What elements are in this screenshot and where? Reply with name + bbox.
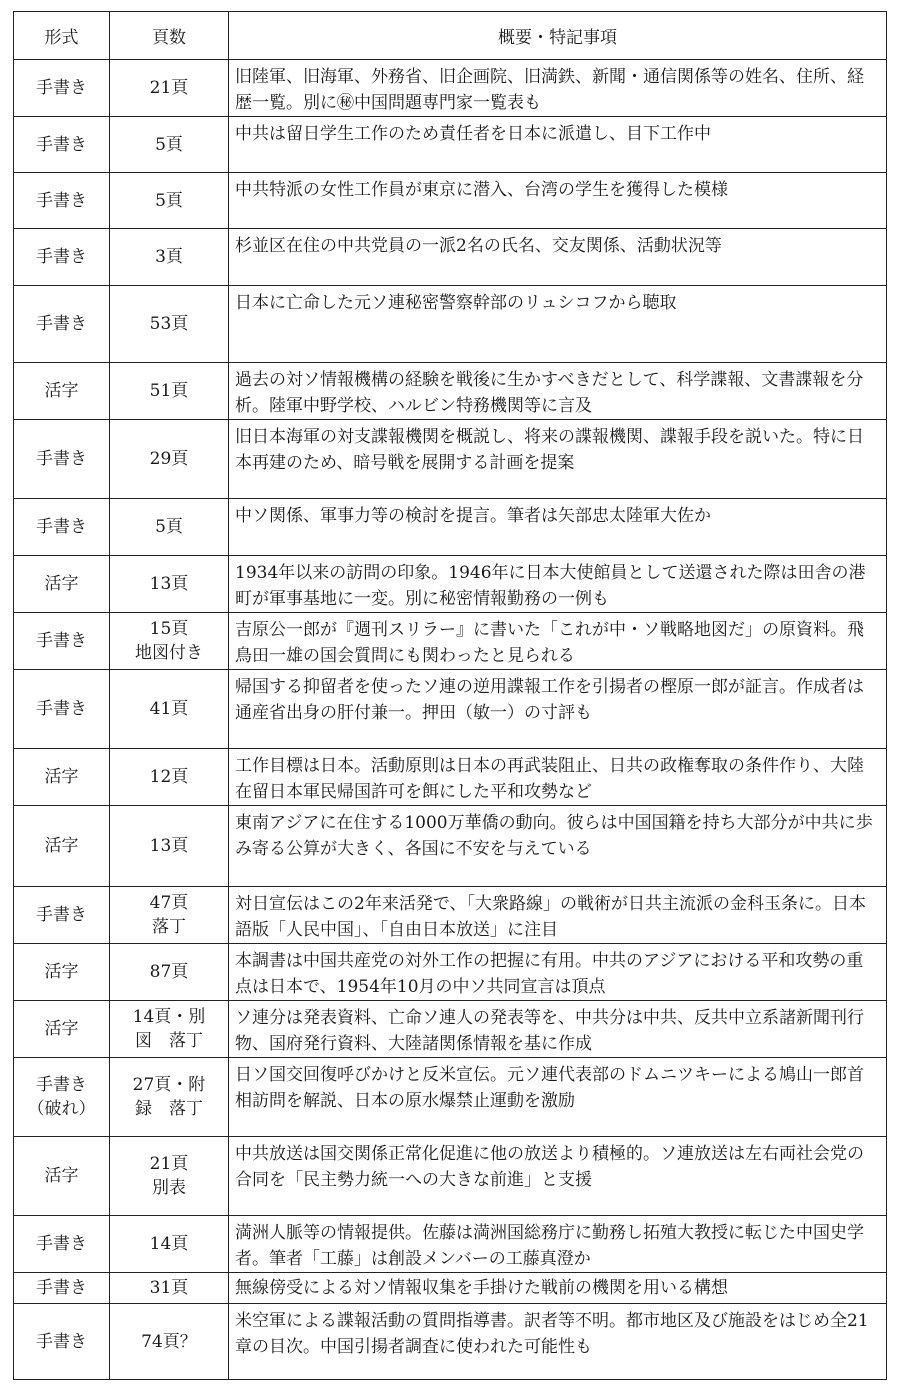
summary-cell: 無線傍受による対ソ情報収集を手掛けた戦前の機関を用いる構想 <box>229 1273 887 1304</box>
summary-cell: 中共は留日学生工作のため責任者を日本に派遣し、目下工作中 <box>229 117 887 173</box>
pages-cell: 5頁 <box>110 499 229 556</box>
pages-cell: 13頁 <box>110 806 229 887</box>
format-cell: 手書き <box>14 1273 110 1304</box>
format-cell: 手書き <box>14 1216 110 1273</box>
summary-cell: 中ソ関係、軍事力等の検討を提言。筆者は矢部忠太陸軍大佐か <box>229 499 887 556</box>
pages-cell: 14頁 <box>110 1216 229 1273</box>
table-row <box>14 556 887 613</box>
pages-cell: 3頁 <box>110 229 229 286</box>
table-row <box>14 1304 887 1380</box>
pages-cell: 41頁 <box>110 670 229 749</box>
format-cell: 活字 <box>14 944 110 1001</box>
table-row <box>14 887 887 944</box>
pages-cell: 21頁 <box>110 60 229 117</box>
pages-cell: 13頁 <box>110 556 229 613</box>
format-cell: 手書き <box>14 117 110 173</box>
format-cell: 手書き （破れ） <box>14 1058 110 1137</box>
format-cell: 手書き <box>14 173 110 229</box>
summary-cell: 杉並区在住の中共党員の一派2名の氏名、交友関係、活動状況等 <box>229 229 887 286</box>
header-row <box>14 12 887 60</box>
format-cell: 手書き <box>14 887 110 944</box>
header-format: 形式 <box>14 12 110 60</box>
summary-cell: 旧陸軍、旧海軍、外務省、旧企画院、旧満鉄、新聞・通信関係等の姓名、住所、経歴一覧。別に㊙中国問題専門家一覧表も <box>229 60 887 117</box>
summary-cell: ソ連分は発表資料、亡命ソ連人の発表等を、中共分は中共、反共中立系諸新聞刊行物、国府発行資料、大陸諸関係情報を基に作成 <box>229 1001 887 1058</box>
header-summary: 概要・特記事項 <box>229 12 887 60</box>
format-cell: 活字 <box>14 363 110 420</box>
format-cell: 手書き <box>14 670 110 749</box>
summary-cell: 米空軍による諜報活動の質問指導書。訳者等不明。都市地区及び施設をはじめ全21章の目次。中国引揚者調査に使われた可能性も <box>229 1304 887 1380</box>
summary-cell: 中共特派の女性工作員が東京に潜入、台湾の学生を獲得した模様 <box>229 173 887 229</box>
format-cell: 手書き <box>14 286 110 363</box>
format-cell: 手書き <box>14 499 110 556</box>
table-row <box>14 117 887 173</box>
table-row <box>14 1273 887 1304</box>
table-row <box>14 1216 887 1273</box>
pages-cell: 14頁・別 図 落丁 <box>110 1001 229 1058</box>
table-row <box>14 60 887 117</box>
summary-cell: 過去の対ソ情報機構の経験を戦後に生かすべきだとして、科学諜報、文書諜報を分析。陸軍中野学校、ハルビン特務機関等に言及 <box>229 363 887 420</box>
pages-cell: 5頁 <box>110 117 229 173</box>
table-row <box>14 1001 887 1058</box>
table-row <box>14 749 887 806</box>
table-row <box>14 1137 887 1216</box>
format-cell: 活字 <box>14 1001 110 1058</box>
pages-cell: 74頁？ <box>110 1304 229 1380</box>
summary-cell: 対日宣伝はこの2年来活発で、「大衆路線」の戦術が日共主流派の金科玉条に。日本語版「人民中国」、「自由日本放送」に注目 <box>229 887 887 944</box>
format-cell: 活字 <box>14 556 110 613</box>
pages-cell: 53頁 <box>110 286 229 363</box>
header-pages: 頁数 <box>110 12 229 60</box>
summary-cell: 1934年以来の訪問の印象。1946年に日本大使館員として送還された際は田舎の港町が軍事基地に一変。別に秘密情報勤務の一例も <box>229 556 887 613</box>
summary-cell: 工作目標は日本。活動原則は日本の再武装阻止、日共の政権奪取の条件作り、大陸在留日本軍民帰国許可を餌にした平和攻勢など <box>229 749 887 806</box>
table-row <box>14 806 887 887</box>
table-row <box>14 944 887 1001</box>
pages-cell: 15頁 地図付き <box>110 613 229 670</box>
format-cell: 手書き <box>14 229 110 286</box>
summary-cell: 吉原公一郎が『週刊スリラー』に書いた「これが中・ソ戦略地図だ」の原資料。飛鳥田一雄の国会質問にも関わったと見られる <box>229 613 887 670</box>
format-cell: 活字 <box>14 806 110 887</box>
pages-cell: 12頁 <box>110 749 229 806</box>
format-cell: 活字 <box>14 1137 110 1216</box>
table-row <box>14 173 887 229</box>
summary-cell: 日ソ国交回復呼びかけと反米宣伝。元ソ連代表部のドムニツキーによる鳩山一郎首相訪問を解説、日本の原水爆禁止運動を激励 <box>229 1058 887 1137</box>
table-row <box>14 229 887 286</box>
format-cell: 手書き <box>14 60 110 117</box>
summary-cell: 帰国する抑留者を使ったソ連の逆用諜報工作を引揚者の樫原一郎が証言。作成者は通産省出身の肝付兼一。押田（敏一）の寸評も <box>229 670 887 749</box>
summary-cell: 満洲人脈等の情報提供。佐藤は満洲国総務庁に勤務し拓殖大教授に転じた中国史学者。筆者「工藤」は創設メンバーの工藤真澄か <box>229 1216 887 1273</box>
pages-cell: 31頁 <box>110 1273 229 1304</box>
table-row <box>14 363 887 420</box>
pages-cell: 29頁 <box>110 420 229 499</box>
document-table <box>13 11 887 1380</box>
pages-cell: 5頁 <box>110 173 229 229</box>
pages-cell: 87頁 <box>110 944 229 1001</box>
pages-cell: 27頁・附 録 落丁 <box>110 1058 229 1137</box>
pages-cell: 51頁 <box>110 363 229 420</box>
table-row <box>14 499 887 556</box>
summary-cell: 日本に亡命した元ソ連秘密警察幹部のリュシコフから聴取 <box>229 286 887 363</box>
pages-cell: 47頁 落丁 <box>110 887 229 944</box>
table-row <box>14 420 887 499</box>
summary-cell: 東南アジアに在住する1000万華僑の動向。彼らは中国国籍を持ち大部分が中共に歩み寄る公算が大きく、各国に不安を与えている <box>229 806 887 887</box>
summary-cell: 旧日本海軍の対支諜報機関を概説し、将来の諜報機関、諜報手段を説いた。特に日本再建のため、暗号戦を展開する計画を提案 <box>229 420 887 499</box>
table-row <box>14 286 887 363</box>
table-row <box>14 613 887 670</box>
format-cell: 手書き <box>14 420 110 499</box>
format-cell: 手書き <box>14 613 110 670</box>
summary-cell: 本調書は中国共産党の対外工作の把握に有用。中共のアジアにおける平和攻勢の重点は日本で、1954年10月の中ソ共同宣言は頂点 <box>229 944 887 1001</box>
summary-cell: 中共放送は国交関係正常化促進に他の放送より積極的。ソ連放送は左右両社会党の合同を「民主勢力統一への大きな前進」と支援 <box>229 1137 887 1216</box>
table-row <box>14 1058 887 1137</box>
format-cell: 活字 <box>14 749 110 806</box>
format-cell: 手書き <box>14 1304 110 1380</box>
pages-cell: 21頁 別表 <box>110 1137 229 1216</box>
table-row <box>14 670 887 749</box>
